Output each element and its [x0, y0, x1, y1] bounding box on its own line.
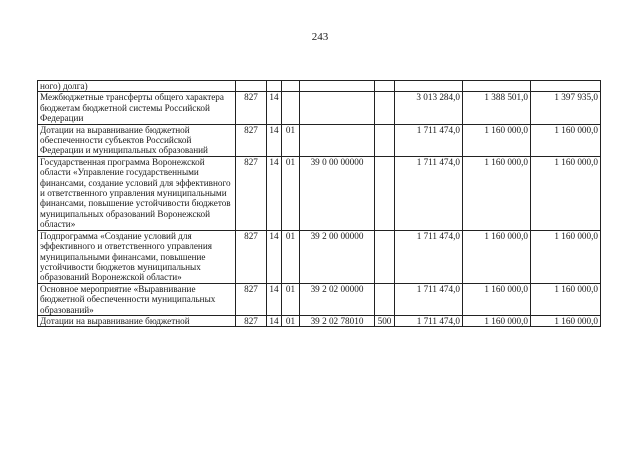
amount-year-1-cell: 3 013 284,0 [395, 92, 463, 124]
target-article-cell [300, 124, 375, 156]
amount-year-1-cell: 1 711 474,0 [395, 230, 463, 283]
target-article-cell [300, 81, 375, 92]
table-row [38, 156, 601, 230]
table-row [38, 230, 601, 283]
amount-year-2-cell: 1 388 501,0 [463, 92, 531, 124]
expense-type-cell [375, 124, 395, 156]
ved-code-cell [236, 81, 267, 92]
page-number: 243 [311, 31, 329, 43]
amount-year-1-cell: 1 711 474,0 [395, 283, 463, 315]
ved-code-cell: 827 [236, 156, 267, 230]
target-article-cell: 39 0 00 00000 [300, 156, 375, 230]
subsection-code-cell: 01 [282, 156, 300, 230]
amount-year-3-cell: 1 160 000,0 [531, 283, 601, 315]
target-article-cell: 39 2 02 78010 [300, 315, 375, 326]
amount-year-3-cell: 1 397 935,0 [531, 92, 601, 124]
expense-type-cell [375, 92, 395, 124]
section-code-cell: 14 [267, 315, 282, 326]
subsection-code-cell: 01 [282, 230, 300, 283]
subsection-code-cell: 01 [282, 283, 300, 315]
amount-year-3-cell [531, 81, 601, 92]
table-row [38, 315, 601, 326]
row-name-cell: Подпрограмма «Создание условий для эффективного и ответственного управления муниципальными финансами, повышение устойчивости бюджетов муниципальных образований Воронежской области» [38, 230, 236, 283]
section-code-cell: 14 [267, 283, 282, 315]
target-article-cell: 39 2 00 00000 [300, 230, 375, 283]
expense-type-cell [375, 156, 395, 230]
row-name-cell: Государственная программа Воронежской области «Управление государственными финансами, создание условий для эффективного и ответственного управления муниципальными финансами, повышение устойчивости бюджетов муниципальных образований Воронежской области» [38, 156, 236, 230]
amount-year-2-cell: 1 160 000,0 [463, 283, 531, 315]
table-row [38, 124, 601, 156]
row-name-cell: ного) долга) [38, 81, 236, 92]
amount-year-2-cell: 1 160 000,0 [463, 230, 531, 283]
expense-type-cell [375, 81, 395, 92]
subsection-code-cell: 01 [282, 315, 300, 326]
table-body [38, 81, 601, 327]
table-row [38, 283, 601, 315]
amount-year-2-cell [463, 81, 531, 92]
section-code-cell: 14 [267, 92, 282, 124]
expense-type-cell: 500 [375, 315, 395, 326]
ved-code-cell: 827 [236, 315, 267, 326]
amount-year-3-cell: 1 160 000,0 [531, 156, 601, 230]
amount-year-1-cell: 1 711 474,0 [395, 315, 463, 326]
ved-code-cell: 827 [236, 283, 267, 315]
amount-year-2-cell: 1 160 000,0 [463, 124, 531, 156]
table-row [38, 81, 601, 92]
table-row [38, 92, 601, 124]
ved-code-cell: 827 [236, 92, 267, 124]
budget-table [37, 80, 601, 327]
row-name-cell: Основное мероприятие «Выравнивание бюджетной обеспеченности муниципальных образований» [38, 283, 236, 315]
amount-year-3-cell: 1 160 000,0 [531, 124, 601, 156]
amount-year-1-cell [395, 81, 463, 92]
row-name-cell: Дотации на выравнивание бюджетной [38, 315, 236, 326]
ved-code-cell: 827 [236, 124, 267, 156]
row-name-cell: Межбюджетные трансферты общего характера бюджетам бюджетной системы Российской Федерации [38, 92, 236, 124]
target-article-cell: 39 2 02 00000 [300, 283, 375, 315]
expense-type-cell [375, 283, 395, 315]
amount-year-3-cell: 1 160 000,0 [531, 315, 601, 326]
row-name-cell: Дотации на выравнивание бюджетной обеспеченности субъектов Российской Федерации и муниципальных образований [38, 124, 236, 156]
section-code-cell: 14 [267, 124, 282, 156]
expense-type-cell [375, 230, 395, 283]
amount-year-1-cell: 1 711 474,0 [395, 124, 463, 156]
amount-year-3-cell: 1 160 000,0 [531, 230, 601, 283]
amount-year-2-cell: 1 160 000,0 [463, 315, 531, 326]
section-code-cell: 14 [267, 230, 282, 283]
subsection-code-cell [282, 92, 300, 124]
subsection-code-cell: 01 [282, 124, 300, 156]
ved-code-cell: 827 [236, 230, 267, 283]
amount-year-1-cell: 1 711 474,0 [395, 156, 463, 230]
section-code-cell: 14 [267, 156, 282, 230]
target-article-cell [300, 92, 375, 124]
subsection-code-cell [282, 81, 300, 92]
section-code-cell [267, 81, 282, 92]
amount-year-2-cell: 1 160 000,0 [463, 156, 531, 230]
